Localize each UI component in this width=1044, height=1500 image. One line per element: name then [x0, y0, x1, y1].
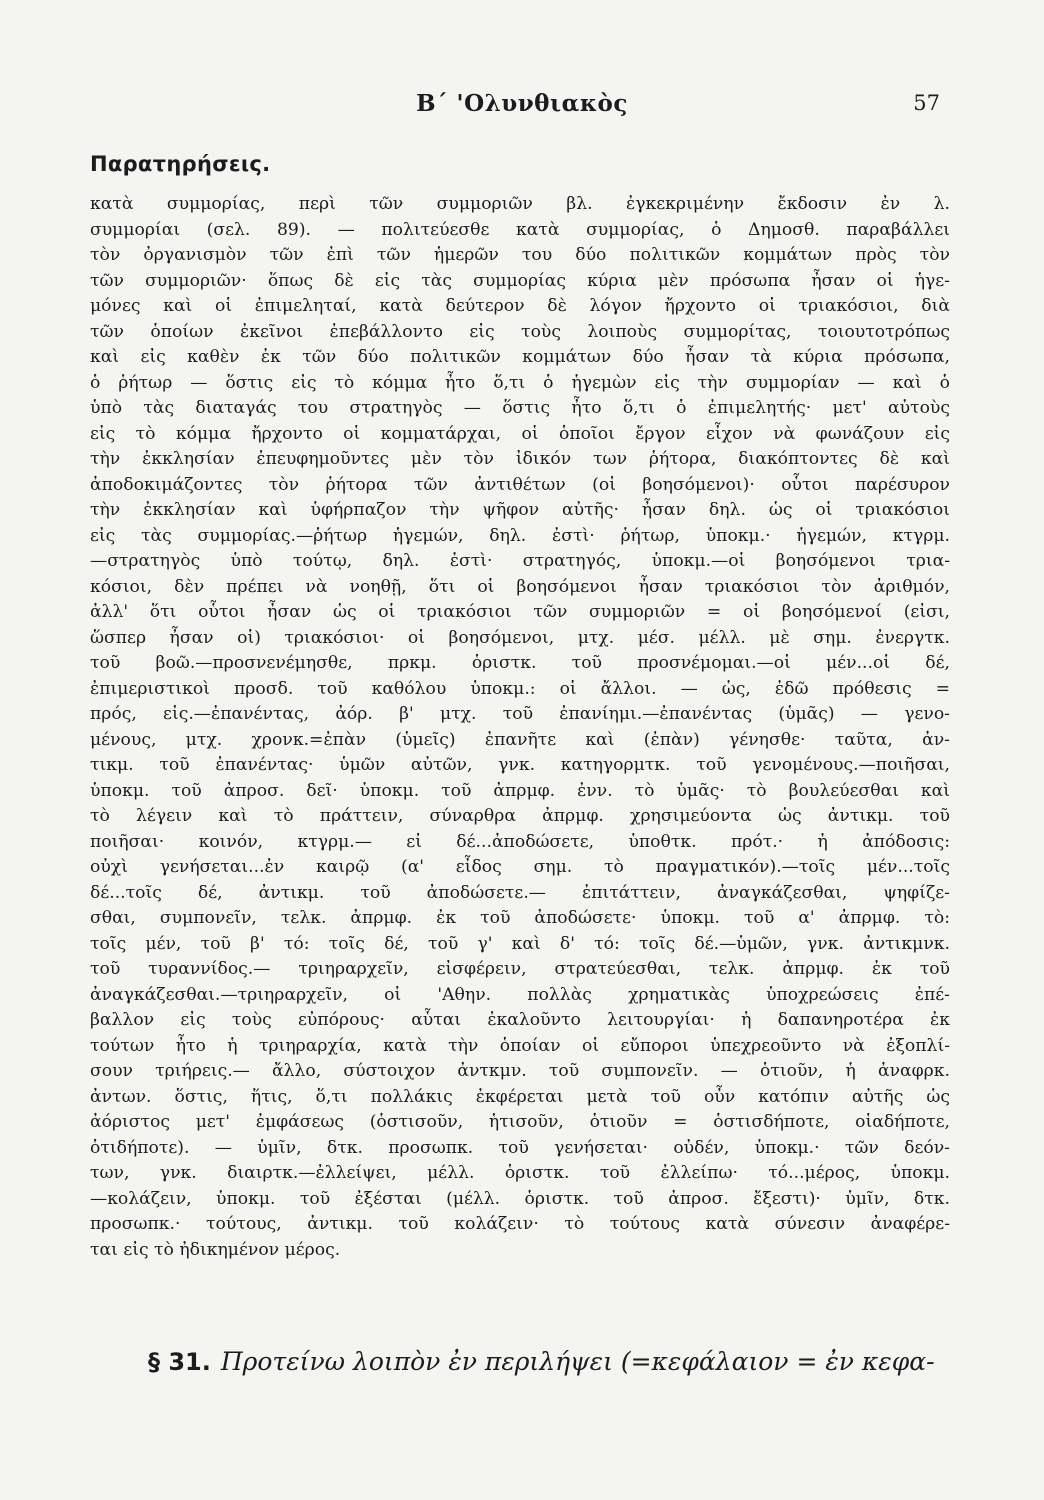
text-line: ἀποδοκιμάζοντες τὸν ῥήτορα τῶν ἀντιθέτων (οἱ βοησόμενοι)· οὗτοι παρέσυρον [90, 474, 950, 495]
text-line: τούτων ἦτο ἡ τριηραρχία, κατὰ τὴν ὁποίαν οἱ εὔποροι ὑπεχρεοῦντο νὰ ἐξοπλί- [90, 1035, 950, 1056]
running-title: Β΄ 'Ολυνθιακὸς [416, 90, 628, 117]
paragraph-31-text: Προτείνω λοιπὸν ἐν περιλήψει (=κεφάλαιον = ἐν κεφα- [220, 1347, 935, 1376]
text-line: μόνες καὶ οἱ ἐπιμεληταί, κατὰ δεύτερον δὲ λόγον ἤρχοντο οἱ τριακόσιοι, διὰ [90, 296, 950, 316]
text-line: ὑποκμ. τοῦ ἀπροσ. δεῖ· ὑποκμ. τοῦ ἀπρμφ. ἐνν. τὸ ὑμᾶς· τὸ βουλεύεσθαι καὶ [90, 780, 950, 801]
text-line: —κολάζειν, ὑποκμ. τοῦ ἐξέσται (μέλλ. ὁριστκ. τοῦ ἀπροσ. ἔξεστι)· ὑμῖν, δτκ. [90, 1188, 950, 1209]
text-line: ὁτιδήποτε). — ὑμῖν, δτκ. προσωπκ. τοῦ γενήσεται· οὐδέν, ὑποκμ.· τῶν δεόν- [90, 1137, 950, 1158]
text-line: κόσιοι, δὲν πρέπει νὰ νοηθῇ, ὅτι οἱ βοησόμενοι ἦσαν τριακόσιοι τὸν ἀριθμόν, [90, 576, 950, 597]
text-line: ποιῆσαι· κοινόν, κτγρμ.— εἰ δέ...ἀποδώσετε, ὑποθτκ. πρότ.· ἡ ἀπόδοσις: [90, 831, 950, 852]
text-line: προσωπκ.· τούτους, ἀντικμ. τοῦ κολάζειν· τὸ τούτους κατὰ σύνεσιν ἀναφέρε- [90, 1214, 950, 1234]
text-line: σουν τριήρεις.— ἄλλο, σύστοιχον ἀντκμν. τοῦ συμπονεῖν. — ὁτιοῦν, ἡ ἀναφρκ. [90, 1061, 950, 1081]
text-line: κατὰ συμμορίας, περὶ τῶν συμμοριῶν βλ. ἐγκεκριμένην ἔκδοσιν ἐν λ. [90, 194, 950, 214]
text-line: δέ...τοῖς δέ, ἀντικμ. τοῦ ἀποδώσετε.— ἐπιτάττειν, ἀναγκάζεσθαι, ψηφίζε- [90, 882, 950, 903]
text-line: εἰς τὸ κόμμα ἤρχοντο οἱ κομματάρχαι, οἱ ὁποῖοι ἔργον εἶχον νὰ φωνάζουν εἰς [90, 423, 950, 444]
page-number: 57 [913, 91, 940, 115]
text-line: τοῖς μέν, τοῦ β' τό: τοῖς δέ, τοῦ γ' καὶ δ' τό: τοῖς δέ.—ὑμῶν, γνκ. ἀντικμνκ. [90, 933, 950, 954]
text-line: τοῦ βοῶ.—προσνενέμησθε, πρκμ. ὁριστκ. τοῦ προσνέμομαι.—οἱ μέν...οἱ δέ, [90, 653, 950, 673]
running-head [0, 90, 1044, 124]
text-line: ἐπιμεριστικοὶ προσδ. τοῦ καθόλου ὑποκμ.: οἱ ἄλλοι. — ὡς, ἐδῶ πρόθεσις = [90, 678, 950, 699]
text-line: ται εἰς τὸ ἠδικημένον μέρος. [90, 1239, 341, 1260]
text-line: τοῦ τυραννίδος.— τριηραρχεῖν, εἰσφέρειν, στρατεύεσθαι, τελκ. ἀπρμφ. ἐκ τοῦ [90, 959, 950, 979]
text-line: τὴν ἐκκλησίαν καὶ ὑφήρπαζον τὴν ψῆφον αὐτῆς· ἦσαν δηλ. ὡς οἱ τριακόσιοι [90, 500, 950, 520]
text-line: εἰς τὰς συμμορίας.—ῥήτωρ ἡγεμών, δηλ. ἐστὶ· ῥήτωρ, ὑποκμ.· ἡγεμών, κτγρμ. [90, 525, 950, 546]
paragraph-31 [148, 1346, 948, 1378]
text-line: οὐχὶ γενήσεται...ἐν καιρῷ (α' εἶδος σημ. τὸ πραγματικόν).—τοῖς μέν...τοῖς [90, 857, 950, 877]
text-line: σθαι, συμπονεῖν, τελκ. ἀπρμφ. ἐκ τοῦ ἀποδώσετε· ὑποκμ. τοῦ α' ἀπρμφ. τὸ: [90, 908, 950, 928]
text-line: ἀναγκάζεσθαι.—τριηραρχεῖν, οἱ 'Αθην. πολλὰς χρηματικὰς ὑποχρεώσεις ἐπέ- [90, 984, 950, 1005]
text-line: τικμ. τοῦ ἐπανέντας· ὑμῶν αὐτῶν, γνκ. κατηγορμτκ. τοῦ γενομένους.—ποιῆσαι, [90, 755, 950, 775]
text-line: τὴν ἐκκλησίαν ἐπευφημοῦντες μὲν τὸν ἰδικόν των ῥήτορα, διακόπτοντες δὲ καὶ [90, 449, 950, 469]
text-line: —στρατηγὸς ὑπὸ τούτῳ, δηλ. ἐστὶ· στρατηγός, ὑποκμ.—οἱ βοησόμενοι τρια- [90, 551, 950, 571]
text-line: ὥσπερ ἦσαν οἱ) τριακόσιοι· οἱ βοησόμενοι, μτχ. μέσ. μέλλ. μὲ σημ. ἐνεργτκ. [90, 627, 950, 648]
section-heading: Παρατηρήσεις. [90, 152, 271, 176]
text-line: μένους, μτχ. χρονκ.=ἐπὰν (ὑμεῖς) ἐπανῆτε καὶ (ἐπὰν) γένησθε· ταῦτα, ἀν- [90, 729, 950, 750]
text-line: καὶ εἰς καθὲν ἐκ τῶν δύο πολιτικῶν κομμάτων δύο ἦσαν τὰ κύρια πρόσωπα, [90, 347, 950, 367]
text-line: βαλλον εἰς τοὺς εὐπόρους· αὗται ἐκαλοῦντο λειτουργίαι· ἡ δαπανηροτέρα ἐκ [90, 1010, 950, 1030]
text-line: τὸν ὀργανισμὸν τῶν ἐπὶ τῶν ἡμερῶν του δύο πολιτικῶν κομμάτων πρὸς τὸν [90, 245, 950, 265]
text-line: ἀλλ' ὅτι οὗτοι ἦσαν ὡς οἱ τριακόσιοι τῶν συμμοριῶν = οἱ βοησόμενοί (εἰσι, [90, 602, 950, 622]
text-line: τῶν συμμοριῶν· ὅπως δὲ εἰς τὰς συμμορίας κύρια μὲν πρόσωπα ἦσαν οἱ ἡγε- [90, 270, 950, 291]
text-line: ὁ ῥήτωρ — ὅστις εἰς τὸ κόμμα ἦτο ὅ,τι ὁ ἡγεμὼν εἰς τὴν συμμορίαν — καὶ ὁ [90, 372, 950, 393]
text-line: των, γνκ. διαιρτκ.—ἐλλείψει, μέλλ. ὁριστκ. τοῦ ἐλλείπω· τό...μέρος, ὑποκμ. [90, 1163, 950, 1183]
text-line: τὸ λέγειν καὶ τὸ πράττειν, σύναρθρα ἀπρμφ. χρησιμεύοντα ὡς ἀντικμ. τοῦ [90, 806, 950, 826]
section-number: § 31. [148, 1348, 211, 1376]
text-line: τῶν ὁποίων ἐκεῖνοι ἐπεβάλλοντο εἰς τοὺς λοιποὺς συμμορίτας, τοιουτοτρόπως [90, 321, 950, 342]
text-line: πρός, εἰς.—ἐπανέντας, ἀόρ. β' μτχ. τοῦ ἐπανίημι.—ἐπανέντας (ὑμᾶς) — γενο- [90, 704, 950, 724]
text-line: συμμορίαι (σελ. 89). — πολιτεύεσθε κατὰ συμμορίας, ὁ Δημοσθ. παραβάλλει [90, 219, 950, 240]
body-text [90, 192, 950, 1263]
text-line: ἀόριστος μετ' ἐμφάσεως (ὁστισοῦν, ἡτισοῦν, ὁτιοῦν = ὁστισδήποτε, οἱαδήποτε, [90, 1112, 950, 1132]
text-line: ἀντων. ὅστις, ἥτις, ὅ,τι πολλάκις ἐκφέρεται μετὰ τοῦ οὖν κατόπιν αὐτῆς ὡς [90, 1086, 950, 1107]
text-line: ὑπὸ τὰς διαταγάς του στρατηγὸς — ὅστις ἦτο ὅ,τι ὁ ἐπιμελητής· μετ' αὐτοὺς [90, 398, 950, 418]
